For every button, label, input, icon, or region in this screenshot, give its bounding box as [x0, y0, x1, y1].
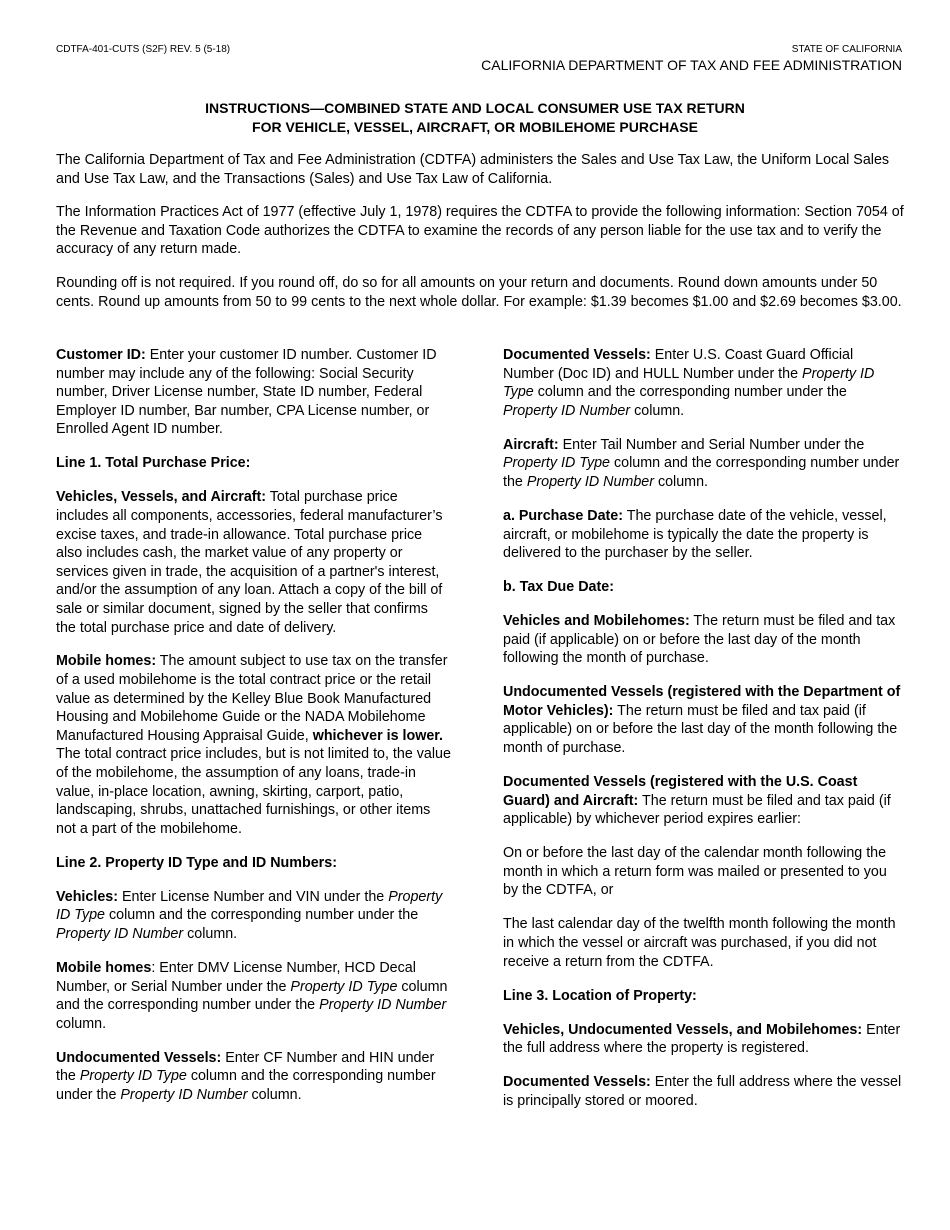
- customer-id-text: Enter your customer ID number. Customer ID number may include any of the following: Social Security number, Driver License number, State ID number, Federal Employer ID number, Bar number, CPA License number, or Enrolled Agent ID number.: [56, 347, 437, 438]
- ac-t2: column and the corresponding number under the: [503, 455, 900, 490]
- line2-heading: [56, 854, 451, 873]
- tax-due-heading-text: b. Tax Due Date:: [503, 579, 614, 596]
- line1-heading-text: Line 1. Total Purchase Price:: [56, 455, 251, 472]
- uv-i2: Property ID Number: [120, 1086, 248, 1103]
- dv-t3: column.: [630, 402, 685, 419]
- department-name: CALIFORNIA DEPARTMENT OF TAX AND FEE ADMINISTRATION: [481, 57, 902, 73]
- intro-paragraph-cdtfa: The California Department of Tax and Fee Administration (CDTFA) administers the Sales and Use Tax Law, the Uniform Local Sales and Use Tax Law, and the Transactions (Sales) and Use Tax Law of California.: [56, 152, 890, 187]
- uv-t1: Enter CF Number and HIN under the: [56, 1049, 435, 1085]
- vum-text: Enter the full address where the property is registered.: [503, 1021, 901, 1057]
- vehicles-vessels-aircraft-paragraph: [56, 488, 451, 637]
- documented-vessels-id-paragraph: [503, 346, 903, 420]
- ac-i2: Property ID Number: [526, 473, 654, 490]
- mh-t1: : Enter DMV License Number, HCD Decal Number, or Serial Number under the: [56, 959, 416, 995]
- dv-t2: column and the corresponding number under the: [533, 384, 847, 401]
- vva-text: Total purchase price includes all components, accessories, federal manufacturer’s excise taxes, and trade-in allowance. Total purchase price also includes cash, the market value of any property or services given in trade, the acquisition of a partner's interest, and/or the assumption of any loan. Attach a copy of the bill of sale or similar document, signed by the seller that confirms the total purchase price and date of delivery.: [56, 489, 443, 636]
- documented-location-label: Documented Vessels:: [503, 1074, 651, 1091]
- customer-id-paragraph: [56, 346, 451, 439]
- mh-t3: column.: [56, 1015, 107, 1032]
- dv-i2: Property ID Number: [503, 402, 631, 419]
- line3-heading: [503, 987, 903, 1006]
- vehicles-t2: column and the corresponding number under the: [105, 907, 419, 924]
- undocumented-vessels-label: Undocumented Vessels:: [56, 1049, 222, 1066]
- intro-section: [56, 151, 906, 326]
- vehicles-mobilehomes-text: The return must be filed and tax paid (if applicable) on or before the last day of the month following the month of purchase.: [503, 613, 896, 667]
- line2-heading-text: Line 2. Property ID Type and ID Numbers:: [56, 854, 337, 871]
- vehicles-mobilehomes-label: Vehicles and Mobilehomes:: [503, 613, 690, 630]
- vehicles-i2: Property ID Number: [56, 925, 184, 942]
- purchase-date-label: a. Purchase Date:: [503, 507, 623, 524]
- documented-location-text: Enter the full address where the vessel is principally stored or moored.: [503, 1074, 902, 1109]
- vehicles-i1: Property ID Type: [56, 888, 443, 924]
- vehicles-label: Vehicles:: [56, 888, 118, 905]
- vva-label: Vehicles, Vessels, and Aircraft:: [56, 489, 267, 506]
- ac-t1: Enter Tail Number and Serial Number under the: [558, 436, 865, 453]
- uv-t2: column and the corresponding number under the: [56, 1068, 436, 1103]
- ac-t3: column.: [653, 473, 709, 490]
- state-label: STATE OF CALIFORNIA: [791, 44, 902, 55]
- purchase-date-paragraph: [503, 507, 903, 563]
- right-column: [503, 346, 903, 1126]
- title-line-1: INSTRUCTIONS—COMBINED STATE AND LOCAL CONSUMER USE TAX RETURN: [205, 100, 745, 116]
- uv-i1: Property ID Type: [79, 1068, 187, 1085]
- intro-paragraph-privacy: The Information Practices Act of 1977 (effective July 1, 1978) requires the CDTFA to provide the following information: Section 7054 of the Revenue and Taxation Code authorizes the CDTFA to examine the records of any person liable for the use tax and to verify the accuracy of any return made.: [56, 204, 904, 258]
- form-number: CDTFA-401-CUTS (S2F) REV. 5 (5-18): [56, 44, 231, 55]
- purchase-date-text: The purchase date of the vehicle, vessel, aircraft, or mobilehome is typically the date the property is delivered to the purchaser by the seller.: [503, 507, 887, 562]
- uv-t3: column.: [247, 1086, 302, 1103]
- mh-t2: column and the corresponding number under the: [56, 978, 448, 1014]
- line3-heading-text: Line 3. Location of Property:: [503, 987, 697, 1004]
- tax-due-heading: [503, 578, 903, 597]
- title-line-2: FOR VEHICLE, VESSEL, AIRCRAFT, OR MOBILEHOME PURCHASE: [252, 119, 698, 135]
- vehicles-t1: Enter License Number and VIN under the: [118, 888, 389, 905]
- vum-label: Vehicles, Undocumented Vessels, and Mobilehomes:: [503, 1021, 863, 1038]
- mobile-homes-text-b: The total contract price includes, but is not limited to, the value of the mobilehome, the assumption of any loans, trade-in value, in-place location, awning, skirting, carport, patio, landscaping, shrubs, unattached furnishings, or other items not a part of the mobilehome.: [56, 746, 451, 837]
- intro-paragraph-rounding: Rounding off is not required. If you round off, do so for all amounts on your return and documents. Round down amounts under 50 cents. Round up amounts from 50 to 99 cents to the next whole dollar. For example: $1.39 becomes $1.00 and $2.69 becomes $3.00.: [56, 274, 902, 310]
- document-title: [0, 99, 950, 137]
- mh-i1: Property ID Type: [290, 978, 398, 995]
- documented-coast-guard-paragraph: [503, 773, 903, 829]
- vum-location-paragraph: [503, 1021, 903, 1058]
- mobile-homes-id-label: Mobile homes: [56, 959, 152, 976]
- due-option-1: On or before the last day of the calendar month following the month in which a return form was mailed or presented to you by the CDTFA, or: [503, 845, 887, 899]
- dv-t1: Enter U.S. Coast Guard Official Number (Doc ID) and HULL Number under the: [503, 347, 854, 382]
- dv-i1: Property ID Type: [503, 365, 875, 401]
- line1-heading: [56, 454, 451, 473]
- ac-i1: Property ID Type: [503, 455, 610, 472]
- mobile-homes-price-paragraph: [56, 652, 451, 838]
- vehicles-id-paragraph: [56, 888, 451, 944]
- documented-coast-guard-label: Documented Vessels (registered with the U.S. Coast Guard) and Aircraft:: [503, 774, 858, 809]
- left-column: [56, 346, 451, 1120]
- mobile-homes-bold: whichever is lower.: [312, 727, 444, 744]
- documented-vessels-label: Documented Vessels:: [503, 347, 651, 363]
- vehicles-t3: column.: [183, 925, 238, 942]
- vehicles-mobilehomes-paragraph: [503, 612, 903, 668]
- aircraft-id-paragraph: [503, 436, 903, 492]
- documented-location-paragraph: [503, 1073, 903, 1110]
- documented-coast-guard-text: The return must be filed and tax paid (if applicable) by whichever period expires earlier:: [503, 792, 891, 828]
- mobile-homes-id-paragraph: [56, 959, 451, 1033]
- aircraft-label: Aircraft:: [503, 436, 559, 453]
- customer-id-label: Customer ID:: [56, 347, 146, 363]
- undocumented-dmv-text: The return must be filed and tax paid (if applicable) on or before the last day of the month following the month of purchase.: [503, 702, 898, 757]
- undocumented-dmv-paragraph: [503, 683, 903, 757]
- mobile-homes-text-a: The amount subject to use tax on the transfer of a used mobilehome is the total contract price or the retail value as determined by the Kelley Blue Book Manufactured Housing and Mobilehome Guide or the NADA Mobilehome Manufactured Housing Appraisal Guide,: [56, 653, 448, 744]
- undocumented-vessels-id-paragraph: [56, 1049, 451, 1105]
- mh-i2: Property ID Number: [319, 997, 447, 1014]
- due-option-2: The last calendar day of the twelfth month following the month in which the vessel or aircraft was purchased, if you did not receive a return from the CDTFA.: [503, 916, 896, 970]
- mobile-homes-label: Mobile homes:: [56, 653, 157, 670]
- undocumented-dmv-label: Undocumented Vessels (registered with the Department of Motor Vehicles):: [503, 684, 901, 719]
